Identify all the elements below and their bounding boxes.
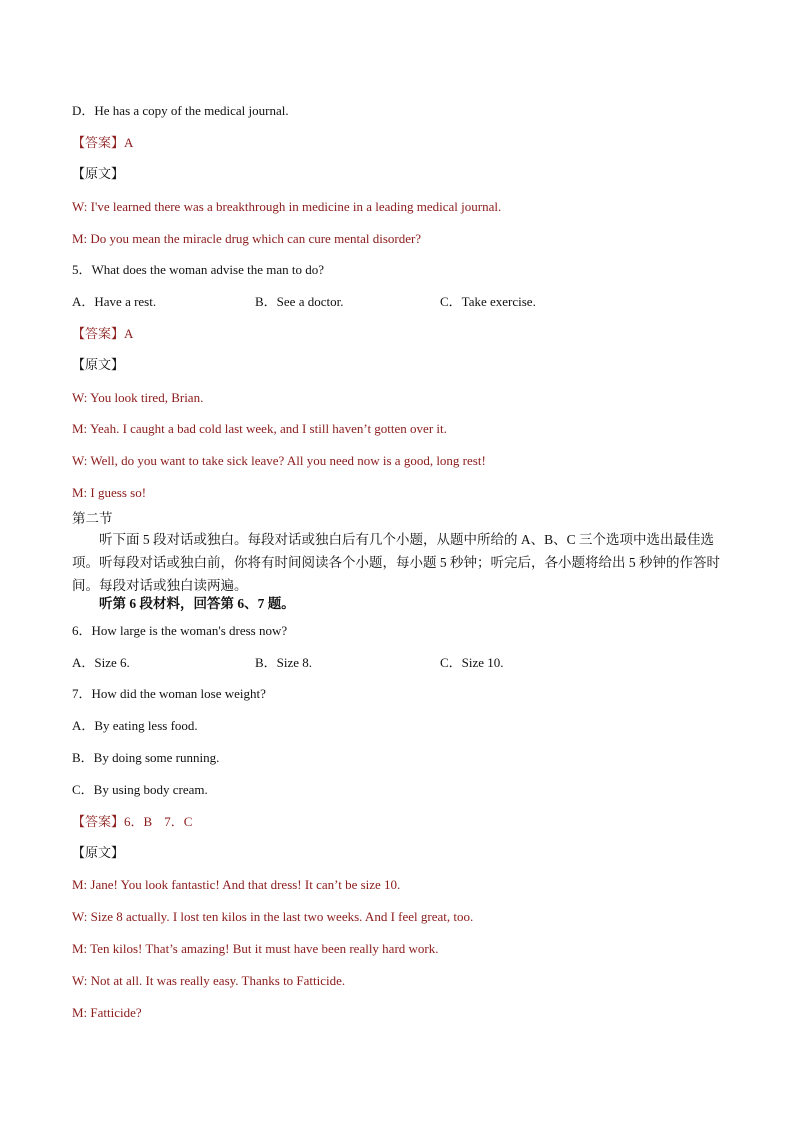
- q67-dialogue-line: M: Jane! You look fantastic! And that dress! It can’t be size 10.: [72, 877, 401, 892]
- q67-dialogue-line: W: Size 8 actually. I lost ten kilos in the last two weeks. And I feel great, too.: [72, 909, 474, 924]
- q6-option-a: A．Size 6.: [72, 655, 130, 670]
- q5-dialogue-line: W: Well, do you want to take sick leave? All you need now is a good, long rest!: [72, 453, 486, 468]
- q6-option-b: B．Size 8.: [255, 655, 313, 670]
- answer-label: 【答案】: [72, 135, 125, 150]
- q67-answer: [72, 814, 192, 830]
- q5-dialogue-line: W: You look tired, Brian.: [72, 390, 204, 405]
- q4-option-d: D．He has a copy of the medical journal.: [72, 103, 289, 118]
- q5-option-c: C．Take exercise.: [440, 294, 536, 309]
- q5-answer: [72, 326, 133, 342]
- q7-question: 7．How did the woman lose weight?: [72, 686, 266, 701]
- answer-value: A: [124, 135, 134, 150]
- answer-value-7: 7．C: [164, 814, 193, 829]
- q7-option-a: A．By eating less food.: [72, 718, 198, 733]
- q4-answer: [72, 135, 133, 151]
- q5-question: 5．What does the woman advise the man to do?: [72, 262, 324, 277]
- q4-dialogue-line: W: I've learned there was a breakthrough in medicine in a leading medical journal.: [72, 199, 502, 214]
- section-instructions: 听下面 5 段对话或独白。每段对话或独白后有几个小题，从题中所给的 A、B、C 三个选项中选出最佳选项。听每段对话或独白前，你将有时间阅读各个小题，每小题 5 秒钟；听完后，各小题将给出 5 秒钟的作答时间。每段对话或独白读两遍。: [72, 532, 720, 593]
- q5-option-b: B．See a doctor.: [255, 294, 344, 309]
- q6-option-c: C．Size 10.: [440, 655, 504, 670]
- q5-original-label: 【原文】: [72, 357, 125, 372]
- answer-value-6: 6．B: [124, 814, 153, 829]
- q5-dialogue-line: M: Yeah. I caught a bad cold last week, and I still haven’t gotten over it.: [72, 421, 447, 436]
- q7-option-c: C．By using body cream.: [72, 782, 208, 797]
- answer-label: 【答案】: [72, 814, 125, 829]
- q5-option-a: A．Have a rest.: [72, 294, 157, 309]
- section-heading: 第二节: [72, 511, 113, 526]
- q6-question: 6．How large is the woman's dress now?: [72, 623, 288, 638]
- q67-dialogue-line: W: Not at all. It was really easy. Thanks to Fatticide.: [72, 973, 346, 988]
- q4-original-label: 【原文】: [72, 166, 125, 181]
- q4-dialogue-line: M: Do you mean the miracle drug which can cure mental disorder?: [72, 231, 422, 246]
- q67-original-label: 【原文】: [72, 845, 125, 860]
- q67-dialogue-line: M: Ten kilos! That’s amazing! But it must have been really hard work.: [72, 941, 439, 956]
- q7-option-b: B．By doing some running.: [72, 750, 220, 765]
- q67-dialogue-line: M: Fatticide?: [72, 1005, 142, 1020]
- listen-prompt: 听第 6 段材料，回答第 6、7 题。: [99, 596, 295, 611]
- answer-value: A: [124, 326, 134, 341]
- answer-label: 【答案】: [72, 326, 125, 341]
- q5-dialogue-line: M: I guess so!: [72, 485, 147, 500]
